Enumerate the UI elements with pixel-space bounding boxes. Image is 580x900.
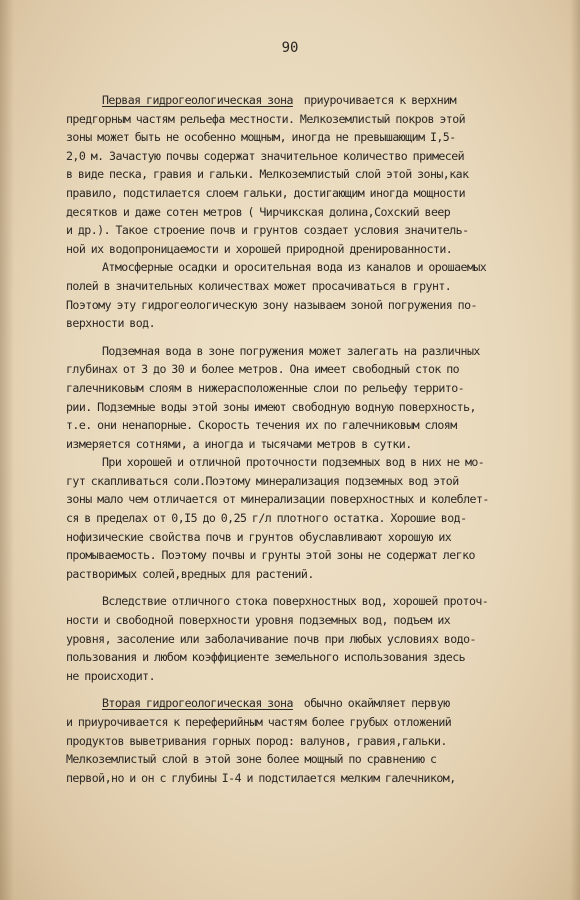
text-line: пользования и любом коэффициенте земельного использования здесь (66, 650, 466, 665)
text-line: зоны может быть не особенно мощным, иногда не превышающим I,5- (66, 130, 456, 145)
section-heading-second-zone: Вторая гидрогеологическая зона (102, 696, 293, 711)
paragraph-precipitation (66, 258, 556, 332)
text-line: ся в пределах от 0,I5 до 0,25 г/л плотного остатка. Хорошие вод- (66, 511, 467, 526)
paragraph-mineralization (66, 453, 556, 583)
page-number: 90 (281, 40, 299, 56)
section-heading-first-zone: Первая гидрогеологическая зона (102, 93, 293, 107)
text-line: 2,0 м. Зачастую почвы содержат значительное количество примесей (66, 148, 465, 163)
text-line: обычно окаймляет первую (292, 696, 450, 711)
text-line: При хорошей и отличной проточности подземных вод в них не мо- (102, 455, 485, 470)
text-line: Поэтому эту гидрогеологическую зону называем зоной погружения по- (66, 297, 477, 312)
text-line: нофизические свойства почв и грунтов обуславливают хорошую их (66, 529, 452, 544)
text-line: Вследствие отличного стока поверхностных вод, хорошей проточ- (102, 594, 489, 609)
text-line: уровня, засоление или заболачивание почв при любых условиях водо- (66, 631, 476, 646)
text-line: растворимых солей,вредных для растений. (66, 566, 314, 581)
text-line: Атмосферные осадки и оросительная вода из каналов и орошаемых (102, 260, 487, 275)
text-line: рии. Подземные воды этой зоны имеют свободную водную поверхность, (66, 399, 476, 414)
text-line: т.е. они ненапорные. Скорость течения их по галечниковым слоям (66, 418, 457, 433)
text-line: зоны мало чем отличается от минерализации поверхностных и колеблет- (66, 492, 489, 507)
text-line: Мелкоземлистый слой в этой зоне более мощный по сравнению с (66, 752, 437, 767)
paragraph-drainage (66, 592, 556, 685)
text-line: измеряется сотнями, а иногда и тысячами метров в сутки. (66, 436, 412, 451)
paragraph-groundwater (66, 342, 556, 454)
text-line: правило, подстилается слоем гальки, достигающим иногда мощности (66, 185, 466, 200)
text-line: полей в значительных количествах может просачиваться в грунт. (66, 278, 452, 293)
text-line: ной их водопроницаемости и хорошей природной дренированности. (66, 241, 453, 256)
text-line: и приурочивается к переферийным частям более грубых отложений (66, 715, 452, 729)
text-line: не происходит. (66, 668, 156, 683)
text-line: предгорным частям рельефа местности. Мелкоземлистый покров этой (66, 111, 466, 126)
paragraph-second-zone (66, 694, 556, 787)
text-line: глубинах от 3 до 30 и более метров. Она имеет свободный сток по (66, 362, 460, 377)
text-line: приурочивается к верхним (292, 93, 457, 107)
text-line: галечниковым слоям в нижерасположенные слои по рельефу террито- (66, 380, 465, 395)
text-line: гут скапливаться соли.Поэтому минерализация подземных вод этой (66, 473, 459, 488)
text-line: ности и свободной поверхности уровня подземных вод, подъем их (66, 613, 451, 628)
document-body (66, 91, 556, 787)
text-line: промываемость. Поэтому почвы и грунты этой зоны не содержат легко (66, 548, 475, 563)
text-line: в виде песка, гравия и гальки. Мелкоземлистый слой этой зоны,как (66, 167, 469, 182)
text-line: продуктов выветривания горных пород: валунов, гравия,гальки. (66, 733, 447, 748)
text-line: Подземная вода в зоне погружения может залегать на различных (102, 343, 480, 358)
text-line: верхности вод. (66, 316, 156, 331)
text-line: первой,но и он с глубины I-4 и подстилается мелким галечником, (66, 770, 456, 785)
paragraph-first-zone (66, 91, 556, 258)
text-line: и др.). Такое строение почв и грунтов создает условия значитель- (66, 223, 469, 238)
text-line: десятков и даже сотен метров ( Чирчикская долина,Сохский веер (66, 204, 451, 219)
